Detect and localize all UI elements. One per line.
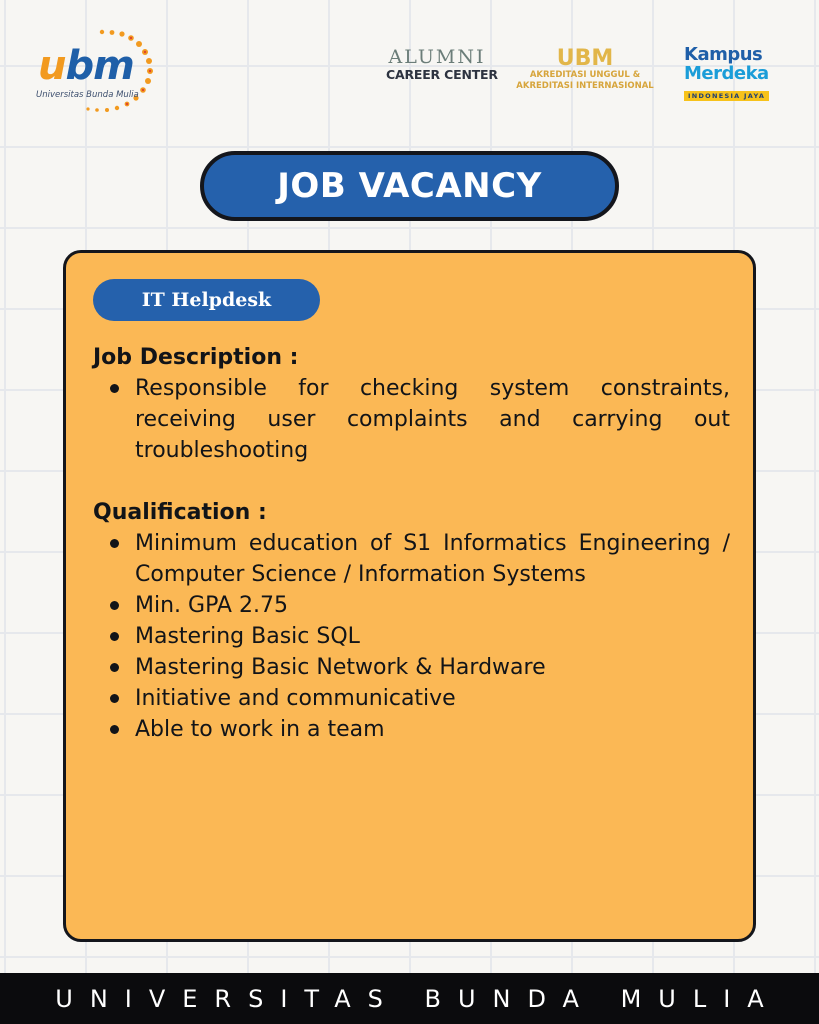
job-description-heading: Job Description : <box>93 345 299 370</box>
qualification-list <box>93 528 730 745</box>
page-title: JOB VACANCY <box>277 166 542 206</box>
bullet-icon <box>110 384 119 393</box>
list-item <box>93 683 730 714</box>
list-item <box>93 373 730 466</box>
alumni-logo-subtitle: CAREER CENTER <box>386 67 498 82</box>
page-title-banner <box>200 151 619 221</box>
bullet-icon <box>110 725 119 734</box>
job-role-label: IT Helpdesk <box>141 289 272 311</box>
job-card <box>63 250 756 942</box>
bullet-icon <box>110 694 119 703</box>
alumni-career-center-logo <box>386 46 498 83</box>
accreditation-logo-line-2: AKREDITASI INTERNASIONAL <box>516 81 654 92</box>
list-item-text: Initiative and communicative <box>135 686 456 711</box>
qualification-section <box>93 497 730 745</box>
job-description-section <box>93 342 730 466</box>
kampus-logo-word-2: Merdeka <box>684 63 769 84</box>
list-item-text: Mastering Basic SQL <box>135 624 360 649</box>
list-item <box>93 528 730 590</box>
kampus-logo-ribbon: INDONESIA JAYA <box>684 91 769 101</box>
list-item-text: Minimum education of S1 Informatics Engineering / Computer Science / Information Systems <box>135 531 730 587</box>
footer-text: UNIVERSITAS BUNDA MULIA <box>55 984 781 1013</box>
footer-bar <box>0 973 819 1024</box>
accreditation-logo-title: UBM <box>556 46 614 71</box>
list-item <box>93 652 730 683</box>
list-item-text: Mastering Basic Network & Hardware <box>135 655 546 680</box>
list-item <box>93 590 730 621</box>
ubm-logo <box>30 26 160 114</box>
list-item-text: Min. GPA 2.75 <box>135 593 288 618</box>
accreditation-logo <box>504 48 666 93</box>
list-item-text: Able to work in a team <box>135 717 385 742</box>
bullet-icon <box>110 601 119 610</box>
qualification-heading: Qualification : <box>93 500 267 525</box>
bullet-icon <box>110 632 119 641</box>
job-description-list <box>93 373 730 466</box>
ubm-tagline: Universitas Bunda Mulia <box>36 90 139 100</box>
bullet-icon <box>110 539 119 548</box>
bullet-icon <box>110 663 119 672</box>
list-item <box>93 621 730 652</box>
job-role-badge <box>93 279 320 321</box>
alumni-logo-title: ALUMNI <box>388 46 486 68</box>
accreditation-logo-line-1: AKREDITASI UNGGUL & <box>529 70 641 80</box>
list-item <box>93 714 730 745</box>
kampus-merdeka-logo <box>684 46 788 102</box>
kampus-logo-word-1: Kampus <box>684 44 763 65</box>
list-item-text: Responsible for checking system constraints, receiving user complaints and carrying out troubleshooting <box>135 376 730 463</box>
ubm-wordmark: ubm <box>38 43 134 89</box>
